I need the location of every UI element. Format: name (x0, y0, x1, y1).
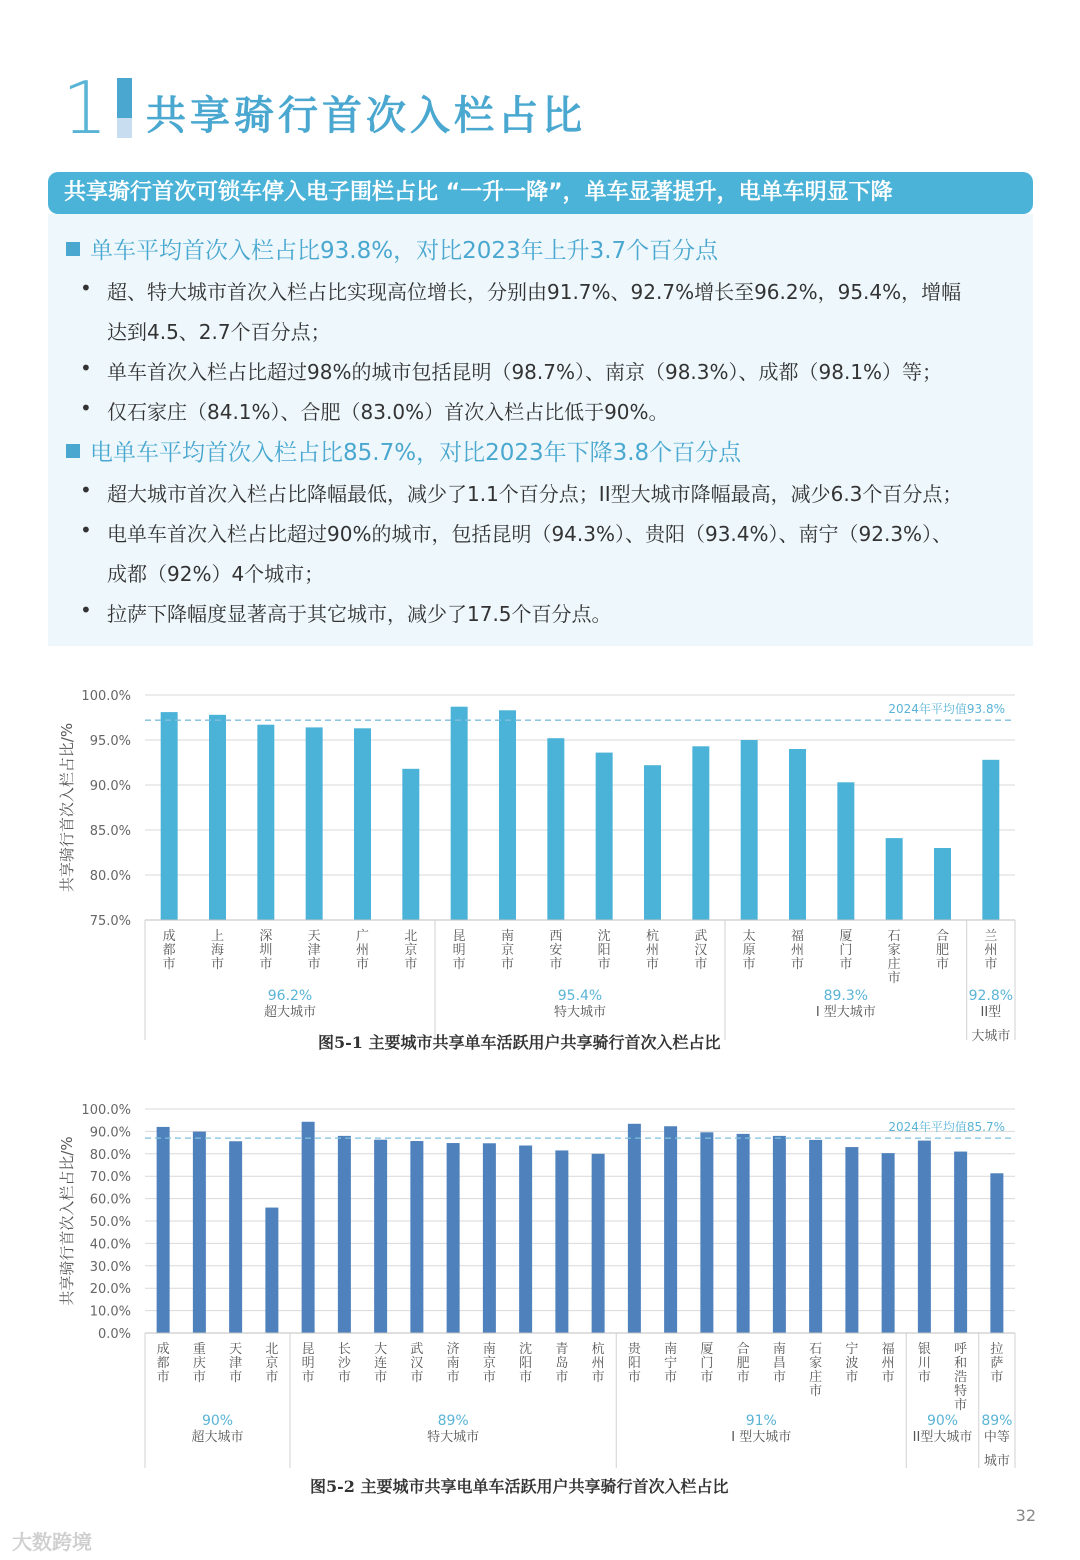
ebike-bullet-text: 超大城市首次入栏占比降幅最低，减少了1.1个百分点；II型大城市降幅最高，减少6.3个百分点； (107, 482, 963, 506)
group-name: 城市 (983, 1454, 1010, 1469)
bike-bullet-continuation: 达到4.5、2.7个百分点； (107, 320, 331, 344)
title-accent-bar (117, 78, 132, 118)
bullet-dot: • (80, 396, 92, 420)
x-tick-label: 银川市 (917, 1342, 931, 1385)
x-tick-label: 太原市 (742, 929, 756, 972)
x-tick-label: 宁波市 (845, 1342, 859, 1385)
x-tick-label: 合肥市 (935, 929, 950, 972)
x-tick-label: 石家庄市 (809, 1342, 823, 1399)
y-tick-label: 80.0% (89, 1147, 131, 1163)
x-tick-label: 北京市 (404, 929, 418, 972)
x-tick-label: 济南市 (446, 1342, 460, 1385)
group-average: 96.2% (267, 988, 313, 1004)
x-tick-label: 呼和浩特市 (954, 1342, 968, 1413)
bar (737, 1134, 750, 1333)
x-tick-label: 武汉市 (694, 929, 708, 972)
bar (596, 753, 613, 920)
bar (265, 1208, 278, 1333)
x-tick-label: 天津市 (307, 929, 321, 972)
bike-bullet-text: 仅石家庄（84.1%）、合肥（83.0%）首次入栏占比低于90%。 (107, 400, 669, 424)
bar (982, 760, 999, 920)
bar (741, 740, 758, 920)
bar (338, 1136, 351, 1333)
y-tick-label: 60.0% (89, 1192, 131, 1208)
bar (990, 1173, 1003, 1333)
bar (209, 715, 226, 920)
group-name: 中等 (983, 1430, 1010, 1445)
bar (664, 1126, 677, 1333)
title-accent-bar-light (117, 118, 132, 138)
x-tick-label: 拉萨市 (990, 1342, 1004, 1385)
bar (306, 727, 323, 920)
x-tick-label: 成都市 (162, 929, 176, 972)
bar (410, 1141, 423, 1333)
bar (499, 710, 516, 920)
average-label: 2024年平均值85.7% (888, 1120, 1005, 1135)
bar (918, 1141, 931, 1333)
ebike-bar-chart (0, 1095, 1080, 1475)
group-name: II型 (980, 1005, 1002, 1020)
y-tick-label: 95.0% (89, 734, 131, 749)
x-tick-label: 武汉市 (410, 1342, 424, 1385)
bar (700, 1132, 713, 1333)
page-number: 32 (1015, 1506, 1036, 1525)
y-axis-label: 共享骑行首次入栏占比/% (58, 722, 76, 893)
bike-bullet-text: 超、特大城市首次入栏占比实现高位增长，分别由91.7%、92.7%增长至96.2%，95.4%，增幅 (107, 280, 962, 304)
bullet-dot: • (80, 276, 92, 300)
bar (302, 1122, 315, 1333)
x-tick-label: 厦门市 (839, 929, 853, 972)
bar (451, 707, 468, 920)
x-tick-label: 昆明市 (452, 929, 466, 972)
bike-heading-text: 单车平均首次入栏占比93.8%，对比2023年上升3.7个百分点 (90, 238, 719, 264)
bar (229, 1141, 242, 1333)
group-average: 89% (981, 1413, 1013, 1429)
bar (555, 1150, 568, 1333)
summary-banner: 共享骑行首次可锁车停入电子围栏占比 “一升一降”，单车显著提升，电单车明显下降 (48, 172, 1033, 214)
bar (809, 1140, 822, 1333)
y-tick-label: 90.0% (89, 779, 131, 794)
y-tick-label: 20.0% (89, 1282, 131, 1298)
x-tick-label: 南京市 (500, 929, 515, 972)
bar (354, 728, 371, 920)
group-name: I 型大城市 (731, 1430, 792, 1445)
y-tick-label: 0.0% (97, 1327, 131, 1342)
bar (837, 782, 854, 920)
x-tick-label: 长沙市 (337, 1342, 351, 1385)
x-tick-label: 广州市 (355, 929, 370, 972)
x-tick-label: 重庆市 (192, 1342, 206, 1385)
x-tick-label: 北京市 (265, 1342, 279, 1385)
bar (692, 746, 709, 920)
group-name: II型大城市 (912, 1430, 973, 1445)
bar (547, 738, 564, 920)
y-tick-label: 85.0% (89, 824, 131, 839)
y-tick-label: 40.0% (89, 1237, 131, 1253)
ebike-bullet-text: 电单车首次入栏占比超过90%的城市，包括昆明（94.3%）、贵阳（93.4%）、南宁（92.3%）、 (107, 522, 953, 546)
bar (193, 1132, 206, 1333)
bar (934, 848, 951, 920)
y-tick-label: 100.0% (81, 1103, 131, 1118)
x-tick-label: 南昌市 (772, 1342, 786, 1385)
x-tick-label: 成都市 (156, 1342, 170, 1385)
y-tick-label: 90.0% (89, 1125, 131, 1141)
bar (157, 1127, 170, 1333)
x-tick-label: 青岛市 (555, 1342, 569, 1385)
bar (845, 1147, 858, 1333)
x-tick-label: 福州市 (790, 929, 805, 972)
bike-bullet-text: 单车首次入栏占比超过98%的城市包括昆明（98.7%）、南京（98.3%）、成都（98.1%）等； (107, 360, 943, 384)
bar (161, 712, 178, 920)
section-title: 共享骑行首次入栏占比 (146, 93, 586, 139)
y-tick-label: 75.0% (89, 914, 131, 929)
group-average: 90% (926, 1413, 959, 1429)
x-tick-label: 合肥市 (736, 1342, 750, 1385)
x-tick-label: 沈阳市 (597, 929, 611, 972)
group-average: 90% (201, 1413, 234, 1429)
x-tick-label: 西安市 (549, 929, 563, 972)
bar (483, 1143, 496, 1333)
y-tick-label: 30.0% (89, 1259, 131, 1275)
x-tick-label: 杭州市 (645, 929, 660, 972)
ebike-heading-text: 电单车平均首次入栏占比85.7%，对比2023年下降3.8个百分点 (90, 440, 742, 466)
bar (644, 765, 661, 920)
x-tick-label: 大连市 (374, 1342, 388, 1385)
y-tick-label: 50.0% (89, 1215, 131, 1230)
bike-heading (66, 232, 718, 265)
bar (374, 1140, 387, 1333)
x-tick-label: 天津市 (229, 1342, 243, 1385)
group-name: 超大城市 (191, 1430, 244, 1445)
group-name: 超大城市 (263, 1005, 317, 1020)
bar (886, 838, 903, 920)
group-average: 91% (745, 1413, 777, 1429)
bar (628, 1124, 641, 1333)
bike-bar-chart (0, 680, 1080, 1060)
y-tick-label: 80.0% (89, 869, 131, 884)
x-tick-label: 石家庄市 (887, 929, 901, 986)
group-average: 95.4% (557, 988, 603, 1004)
bar (402, 769, 419, 920)
x-tick-label: 杭州市 (591, 1342, 605, 1385)
x-tick-label: 南宁市 (664, 1342, 678, 1385)
x-tick-label: 昆明市 (301, 1342, 315, 1385)
ebike-bullet-text: 拉萨下降幅度显著高于其它城市，减少了17.5个百分点。 (107, 602, 612, 626)
x-tick-label: 厦门市 (700, 1342, 714, 1385)
bullet-dot: • (80, 356, 92, 380)
bullet-dot: • (80, 518, 92, 542)
group-average: 89% (437, 1413, 469, 1429)
ebike-bullet-continuation: 成都（92%）4个城市； (107, 562, 325, 586)
group-name: 特大城市 (553, 1005, 607, 1020)
bullet-dot: • (80, 478, 92, 502)
bar (954, 1152, 967, 1333)
x-tick-label: 深圳市 (259, 929, 273, 972)
bar (447, 1143, 460, 1333)
bar (519, 1146, 532, 1333)
x-tick-label: 贵阳市 (627, 1342, 641, 1385)
x-tick-label: 上海市 (210, 929, 225, 972)
bar (257, 725, 274, 920)
square-bullet-icon (66, 242, 80, 256)
bar (592, 1154, 605, 1333)
y-axis-label: 共享骑行首次入栏占比/% (58, 1136, 76, 1306)
group-average: 92.8% (968, 988, 1014, 1004)
x-tick-label: 兰州市 (984, 929, 998, 972)
bar (882, 1153, 895, 1333)
square-bullet-icon (66, 444, 80, 458)
bullet-dot: • (80, 598, 92, 622)
x-tick-label: 沈阳市 (519, 1342, 533, 1385)
y-tick-label: 100.0% (81, 689, 131, 704)
y-tick-label: 70.0% (89, 1170, 131, 1186)
x-tick-label: 福州市 (881, 1342, 895, 1385)
bar (789, 749, 806, 920)
average-label: 2024年平均值93.8% (888, 702, 1005, 717)
chart2-caption: 图5-2 主要城市共享电单车活跃用户共享骑行首次入栏占比 (310, 1477, 729, 1496)
y-tick-label: 10.0% (89, 1304, 131, 1320)
section-number: 1 (62, 66, 108, 150)
group-name: I 型大城市 (815, 1005, 876, 1020)
ebike-heading (66, 434, 741, 467)
group-average: 89.3% (823, 988, 869, 1004)
bar (773, 1136, 786, 1333)
group-name: 大城市 (971, 1029, 1011, 1044)
watermark: 大数跨境 (12, 1530, 92, 1554)
chart1-caption: 图5-1 主要城市共享单车活跃用户共享骑行首次入栏占比 (318, 1033, 721, 1052)
x-tick-label: 南京市 (482, 1342, 496, 1385)
group-name: 特大城市 (427, 1430, 480, 1445)
